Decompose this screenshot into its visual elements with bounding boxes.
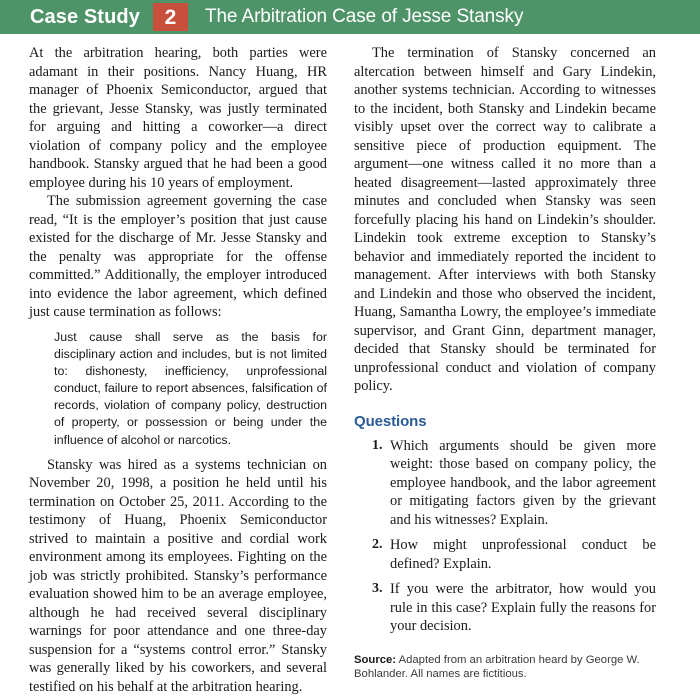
questions-list <box>354 437 656 636</box>
source-text: Adapted from an arbitration heard by George W. Bohlander. All names are fictitious. <box>354 653 640 681</box>
paragraph-3: Stansky was hired as a systems technician on November 20, 1998, a position he held until his termination on October 25, 2011. According to the testimony of Huang, Phoenix Semiconductor strived to maintain a positive and cordial work environment among its employees. Fighting on the job was strictly prohibited. Stansky’s performance evaluation showed him to be an average employee, although he had received several disciplinary warnings for poor attendance and one three-day suspension for a “systems control error.” Stansky was generally liked by his coworkers, and several testified on his behalf at the arbitration hearing. <box>29 456 327 695</box>
article-columns <box>0 34 700 695</box>
case-study-title: The Arbitration Case of Jesse Stansky <box>204 6 524 27</box>
paragraph-2: The submission agreement governing the case read, “It is the employer’s position that just cause existed for the discharge of Mr. Jesse Stansky and the penalty was appropriate for the offense committed.” Additionally, the employer introduced into evidence the labor agreement, which defined just cause termination as follows: <box>29 193 327 320</box>
case-study-header-bar <box>0 0 700 34</box>
paragraph-4: The termination of Stansky concerned an altercation between himself and Gary Lindekin, another systems technician. According to witnesses to the incident, both Stansky and Lindekin became visibly upset over the correct way to calibrate a sensitive piece of production equipment. The argument—one witness called it no more than a heated disagreement—lasted approximately three minutes and concluded when Stansky was seen forcefully placing his hand on Lindekin’s shoulder. Lindekin took extreme exception to Stansky’s behavior and immediately reported the incident to management. After interviews with both Stansky and Lindekin and those who observed the incident, Huang, Samantha Lowry, the employee’s immediate supervisor, and Grant Ginn, department manager, decided that Stansky should be terminated for unprofessional conduct and violation of company policy. <box>354 45 656 394</box>
list-item: How might unprofessional conduct be defined? Explain. <box>390 537 656 572</box>
questions-heading: Questions <box>354 412 427 430</box>
case-study-label: Case Study <box>30 5 140 28</box>
right-column <box>354 44 656 681</box>
list-item: If you were the arbitrator, how would you rule in this case? Explain fully the reasons for your decision. <box>390 581 656 634</box>
paragraph-1: At the arbitration hearing, both parties were adamant in their positions. Nancy Huang, HR manager of Phoenix Semiconductor, argued that the grievant, Jesse Stansky, was justly terminated for arguing and hitting a coworker—a direct violation of company policy and the employee handbook. Stansky argued that he had been a good employee during his 10 years of employment. <box>29 45 327 191</box>
source-note <box>354 653 656 683</box>
just-cause-blockquote: Just cause shall serve as the basis for disciplinary action and includes, but is not limited to: dishonesty, inefficiency, unprofessional conduct, failure to report absences, falsification of records, violation of company policy, destruction of property, or possession or being under the influence of alcohol or narcotics. <box>54 329 327 447</box>
case-study-number-box <box>153 3 188 31</box>
case-study-number: 2 <box>164 5 177 29</box>
list-item: Which arguments should be given more weight: those based on company policy, the employee handbook, and the labor agreement or mitigating factors given by the grievant and his witnesses? Explain. <box>390 437 656 528</box>
source-label: Source: <box>354 653 397 666</box>
left-column <box>29 44 327 695</box>
